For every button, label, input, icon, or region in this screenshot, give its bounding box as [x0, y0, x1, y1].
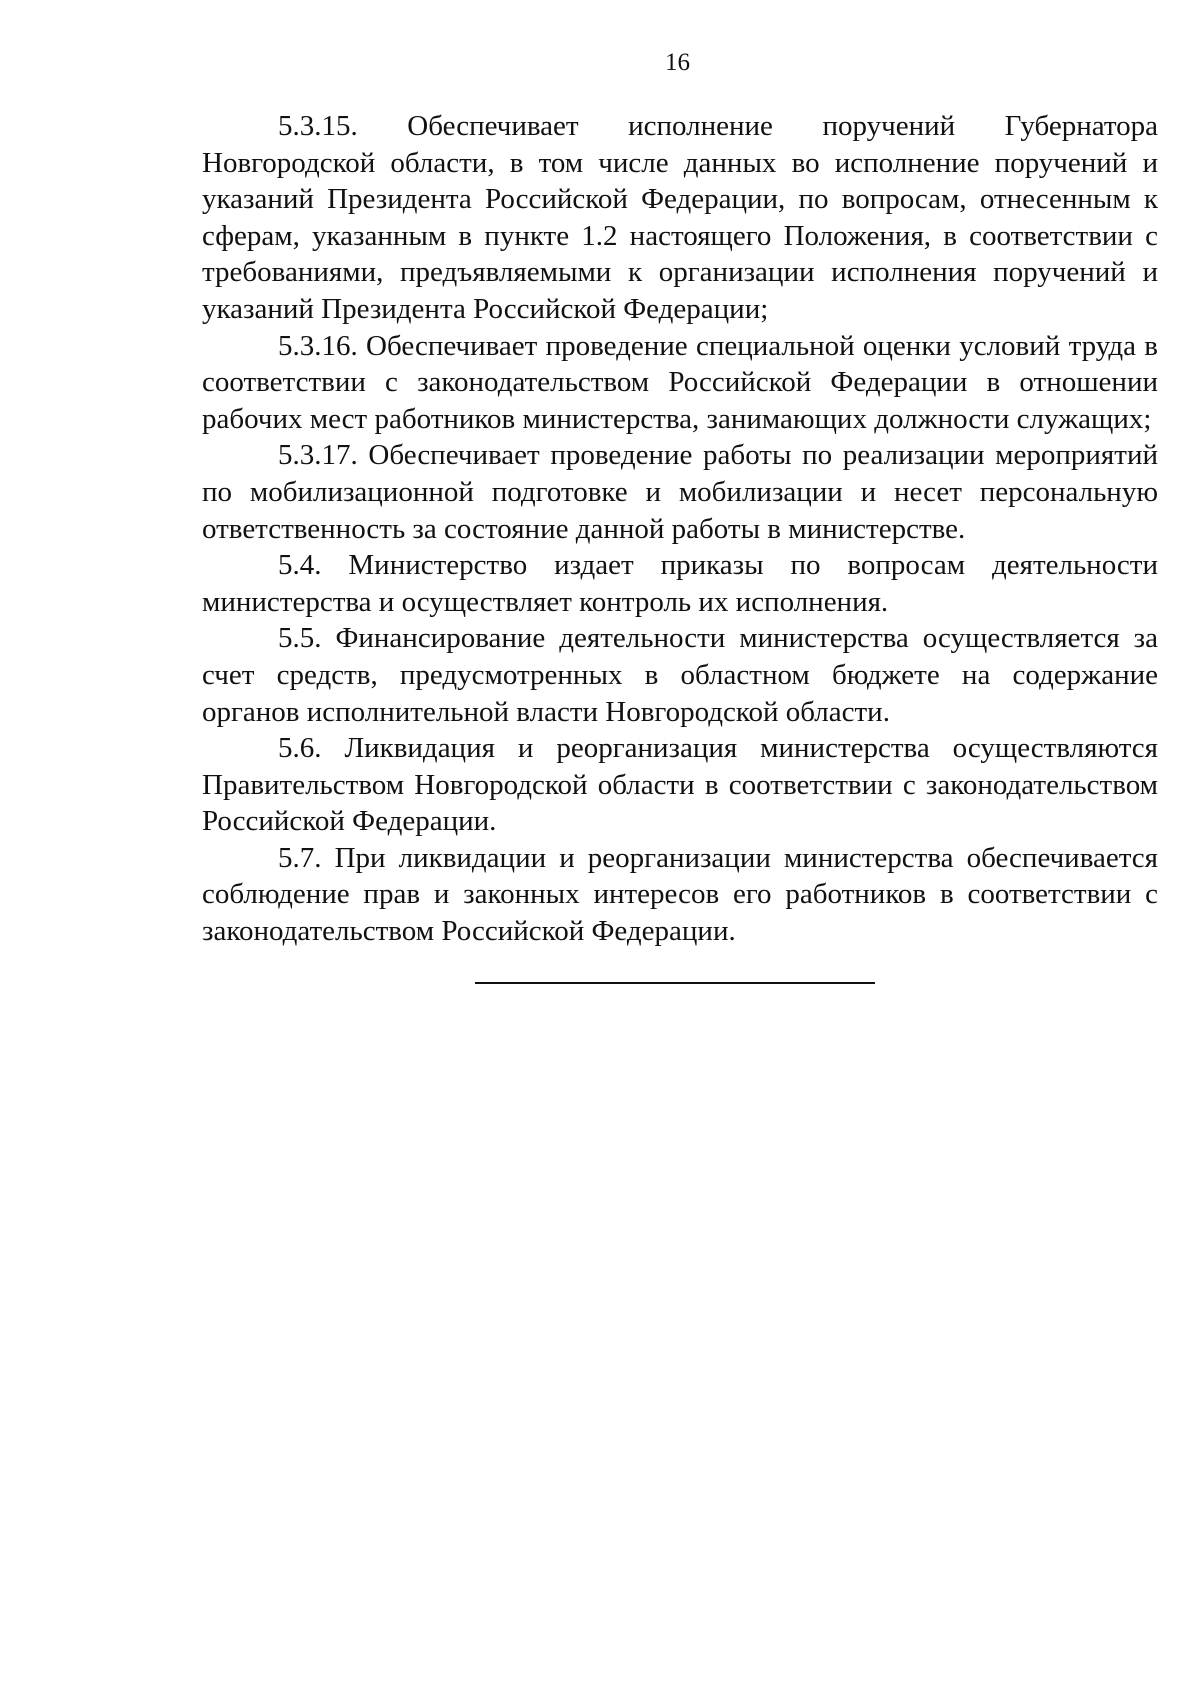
paragraph-5-7: 5.7. При ликвидации и реорганизации министерства обеспечивается соблюдение прав и законных интересов его работников в соответствии с законодательством Российской Федерации. — [202, 841, 1158, 948]
paragraph-5-3-15: 5.3.15. Обеспечивает исполнение поручений Губернатора Новгородской области, в том числе данных во исполнение поручений и указаний Президента Российской Федерации, по вопросам, отнесенным к сферам, указанным в пункте 1.2 настоящего Положения, в соответствии с требованиями, предъявляемыми к организации исполнения поручений и указаний Президента Российской Федерации; — [202, 110, 1158, 325]
paragraph-5-5: 5.5. Финансирование деятельности министерства осуществляется за счет средств, предусмотренных в областном бюджете на содержание органов исполнительной власти Новгородской области. — [202, 622, 1158, 728]
paragraph-5-6: 5.6. Ликвидация и реорганизация министерства осуществляются Правительством Новгородской области в соответствии с законодательством Российской Федерации. — [202, 732, 1158, 838]
end-of-document-rule — [475, 982, 875, 984]
page-number: 16 — [665, 49, 690, 76]
paragraph-5-3-16: 5.3.16. Обеспечивает проведение специальной оценки условий труда в соответствии с законодательством Российской Федерации в отношении рабочих мест работников министерства, занимающих должности служащих; — [202, 329, 1158, 435]
paragraph-5-4: 5.4. Министерство издает приказы по вопросам деятельности министерства и осуществляет контроль их исполнения. — [202, 549, 1158, 618]
paragraph-5-3-17: 5.3.17. Обеспечивает проведение работы по реализации мероприятий по мобилизационной подготовке и мобилизации и несет персональную ответственность за состояние данной работы в министерстве. — [202, 439, 1158, 545]
document-body — [202, 108, 1158, 950]
